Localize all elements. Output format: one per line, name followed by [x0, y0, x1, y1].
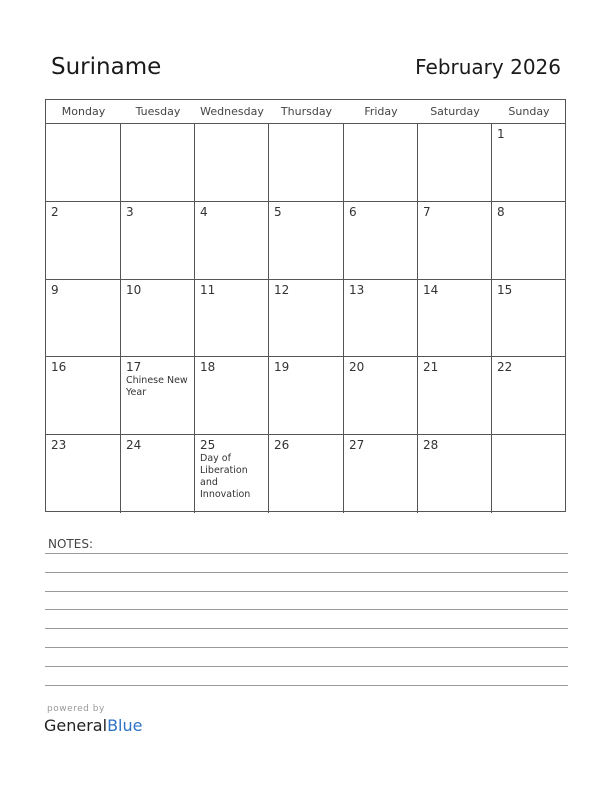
- day-number: 3: [126, 204, 134, 219]
- day-cell: [418, 280, 492, 358]
- day-number: 14: [423, 282, 439, 297]
- calendar-title-month: February 2026: [415, 55, 561, 79]
- generalblue-logo: [44, 716, 142, 735]
- notes-line: [45, 553, 568, 554]
- day-number: 2: [51, 204, 59, 219]
- notes-line: [45, 666, 568, 667]
- weekday-3: Thursday: [280, 105, 333, 118]
- day-number: 16: [51, 360, 67, 375]
- weekday-5: Saturday: [430, 105, 480, 118]
- calendar-grid: [45, 99, 566, 512]
- day-number: 15: [497, 282, 513, 297]
- day-cell: [269, 124, 344, 202]
- weekday-4: Friday: [364, 105, 398, 118]
- day-number: 8: [497, 204, 505, 219]
- weekday-2: Wednesday: [200, 105, 264, 118]
- day-cell: [46, 357, 121, 435]
- day-number: 1: [497, 127, 505, 141]
- day-number: 19: [274, 360, 290, 375]
- brand-general: General: [44, 716, 108, 735]
- day-cell: [344, 124, 418, 202]
- day-cell: [492, 124, 566, 202]
- brand-blue: Blue: [107, 716, 143, 735]
- day-cell: [121, 435, 195, 513]
- day-cell: [269, 280, 344, 358]
- day-cell: [46, 435, 121, 513]
- day-number: 11: [200, 282, 216, 297]
- day-cell: [195, 124, 269, 202]
- notes-label: NOTES:: [48, 537, 93, 551]
- day-number: 7: [423, 204, 431, 219]
- notes-line: [45, 628, 568, 629]
- notes-line: [45, 647, 568, 648]
- weekday-header-row: [46, 100, 565, 124]
- day-number: 6: [349, 204, 357, 219]
- day-number: 12: [274, 282, 290, 297]
- day-number: 22: [497, 360, 513, 375]
- day-number: 20: [349, 360, 365, 375]
- day-number: 9: [51, 282, 59, 297]
- day-cell: [195, 435, 269, 513]
- day-number: 4: [200, 204, 208, 219]
- day-number: 21: [423, 360, 439, 375]
- day-number: 26: [274, 438, 290, 453]
- day-cell: [46, 202, 121, 280]
- day-cell: [492, 202, 566, 280]
- day-number: 23: [51, 438, 67, 453]
- day-number: 24: [126, 438, 142, 453]
- day-cell: [418, 357, 492, 435]
- notes-line: [45, 609, 568, 610]
- day-cell: [121, 280, 195, 358]
- day-cell: [492, 280, 566, 358]
- notes-line: [45, 572, 568, 573]
- holiday-event: Chinese New Year: [126, 375, 188, 399]
- powered-by-text: powered by: [47, 704, 105, 714]
- day-cell: [121, 124, 195, 202]
- day-number: 28: [423, 438, 439, 453]
- day-cell: [46, 124, 121, 202]
- day-cell: [492, 357, 566, 435]
- day-cell: [418, 124, 492, 202]
- day-cell: [121, 202, 195, 280]
- day-cell: [492, 435, 566, 513]
- day-cell: [344, 435, 418, 513]
- day-cell: [269, 357, 344, 435]
- day-number: 25: [200, 438, 216, 453]
- day-cell: [121, 357, 195, 435]
- day-number: 5: [274, 204, 282, 219]
- day-cell: [195, 357, 269, 435]
- day-cell: [418, 202, 492, 280]
- day-cell: [344, 280, 418, 358]
- day-cell: [195, 202, 269, 280]
- day-cell: [269, 435, 344, 513]
- day-cell: [344, 357, 418, 435]
- weekday-6: Sunday: [508, 105, 550, 118]
- day-number: 10: [126, 282, 142, 297]
- notes-line: [45, 591, 568, 592]
- holiday-event: Day of Liberation and Innovation: [200, 453, 251, 501]
- notes-line: [45, 685, 568, 686]
- weekday-0: Monday: [61, 105, 106, 118]
- day-number: 13: [349, 282, 365, 297]
- day-cell: [195, 280, 269, 358]
- weekday-1: Tuesday: [135, 105, 181, 118]
- day-cell: [344, 202, 418, 280]
- day-number: 17: [126, 360, 142, 375]
- day-cell: [269, 202, 344, 280]
- calendar-title-country: Suriname: [51, 54, 162, 80]
- day-number: 18: [200, 360, 216, 375]
- day-cell: [418, 435, 492, 513]
- day-number: 27: [349, 438, 365, 453]
- day-cell: [46, 280, 121, 358]
